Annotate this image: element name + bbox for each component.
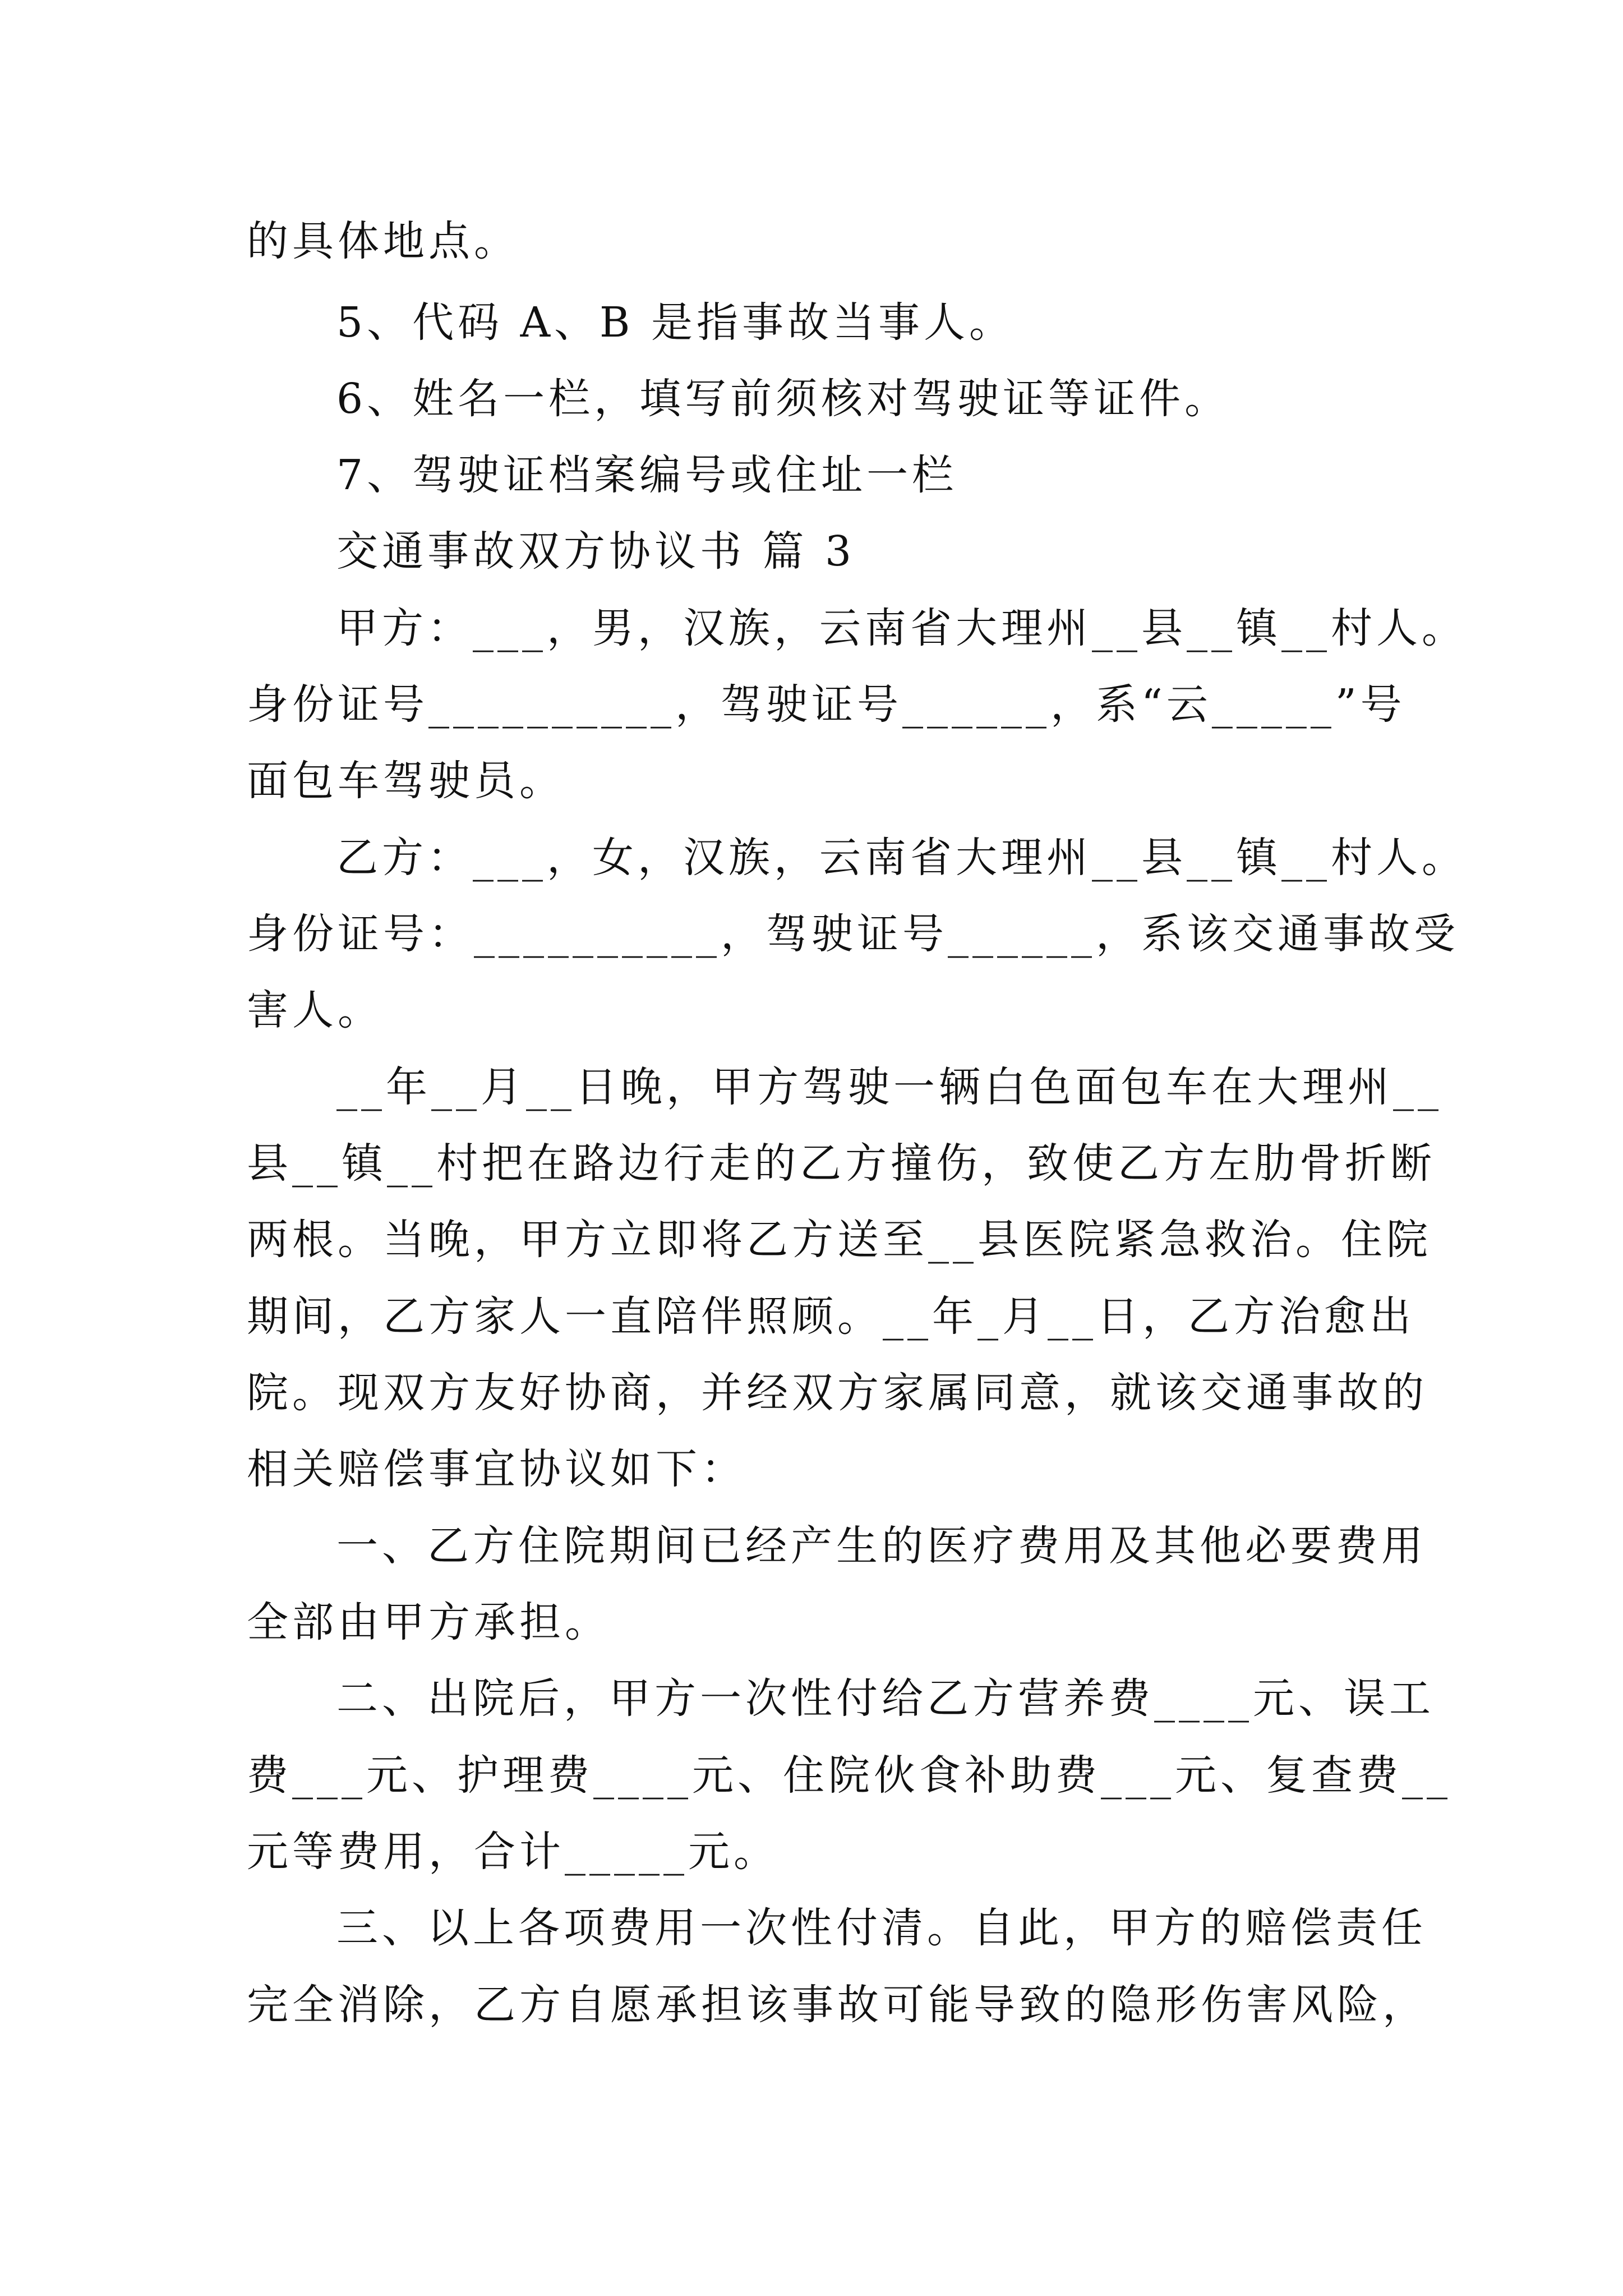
text-line: 7、驾驶证档案编号或住址一栏 <box>336 451 958 499</box>
text-line: 的具体地点。 <box>247 217 519 265</box>
text-line: 三、以上各项费用一次性付清。自此，甲方的赔偿责任 <box>336 1904 1427 1952</box>
text-line: 相关赔偿事宜协议如下： <box>247 1445 746 1493</box>
text-line: 乙方：___，女，汉族，云南省大理州__县__镇__村人。 <box>336 834 1467 882</box>
section-heading: 交通事故双方协议书 篇 3 <box>336 527 856 576</box>
text-line: 身份证号__________，驾驶证号______，系“云_____”号 <box>247 680 1406 729</box>
text-line: 期间，乙方家人一直陪伴照顾。__年_月__日，乙方治愈出 <box>247 1292 1415 1341</box>
text-line: __年__月__日晚，甲方驾驶一辆白色面包车在大理州__ <box>336 1063 1442 1111</box>
text-line: 完全消除，乙方自愿承担该事故可能导致的隐形伤害风险， <box>247 1981 1428 2029</box>
text-line: 费___元、护理费____元、住院伙食补助费___元、复查费__ <box>247 1751 1451 1800</box>
text-line: 面包车驾驶员。 <box>247 757 565 805</box>
text-line: 院。现双方友好协商，并经双方家属同意，就该交通事故的 <box>247 1369 1428 1417</box>
text-line: 二、出院后，甲方一次性付给乙方营养费____元、误工 <box>336 1674 1435 1723</box>
text-line: 县__镇__村把在路边行走的乙方撞伤，致使乙方左肋骨折断 <box>247 1139 1436 1188</box>
text-line: 甲方：___，男，汉族，云南省大理州__县__镇__村人。 <box>336 604 1467 652</box>
text-line: 全部由甲方承担。 <box>247 1598 610 1646</box>
text-line: 身份证号：__________，驾驶证号______，系该交通事故受 <box>247 910 1459 958</box>
text-line: 5、代码 A、B 是指事故当事人。 <box>336 298 1015 347</box>
text-line: 两根。当晚，甲方立即将乙方送至__县医院紧急救治。住院 <box>247 1216 1432 1264</box>
text-line: 害人。 <box>247 986 383 1034</box>
text-line: 一、乙方住院期间已经产生的医疗费用及其他必要费用 <box>336 1522 1427 1570</box>
text-line: 元等费用，合计_____元。 <box>247 1828 779 1876</box>
text-line: 6、姓名一栏，填写前须核对驾驶证等证件。 <box>336 375 1230 423</box>
